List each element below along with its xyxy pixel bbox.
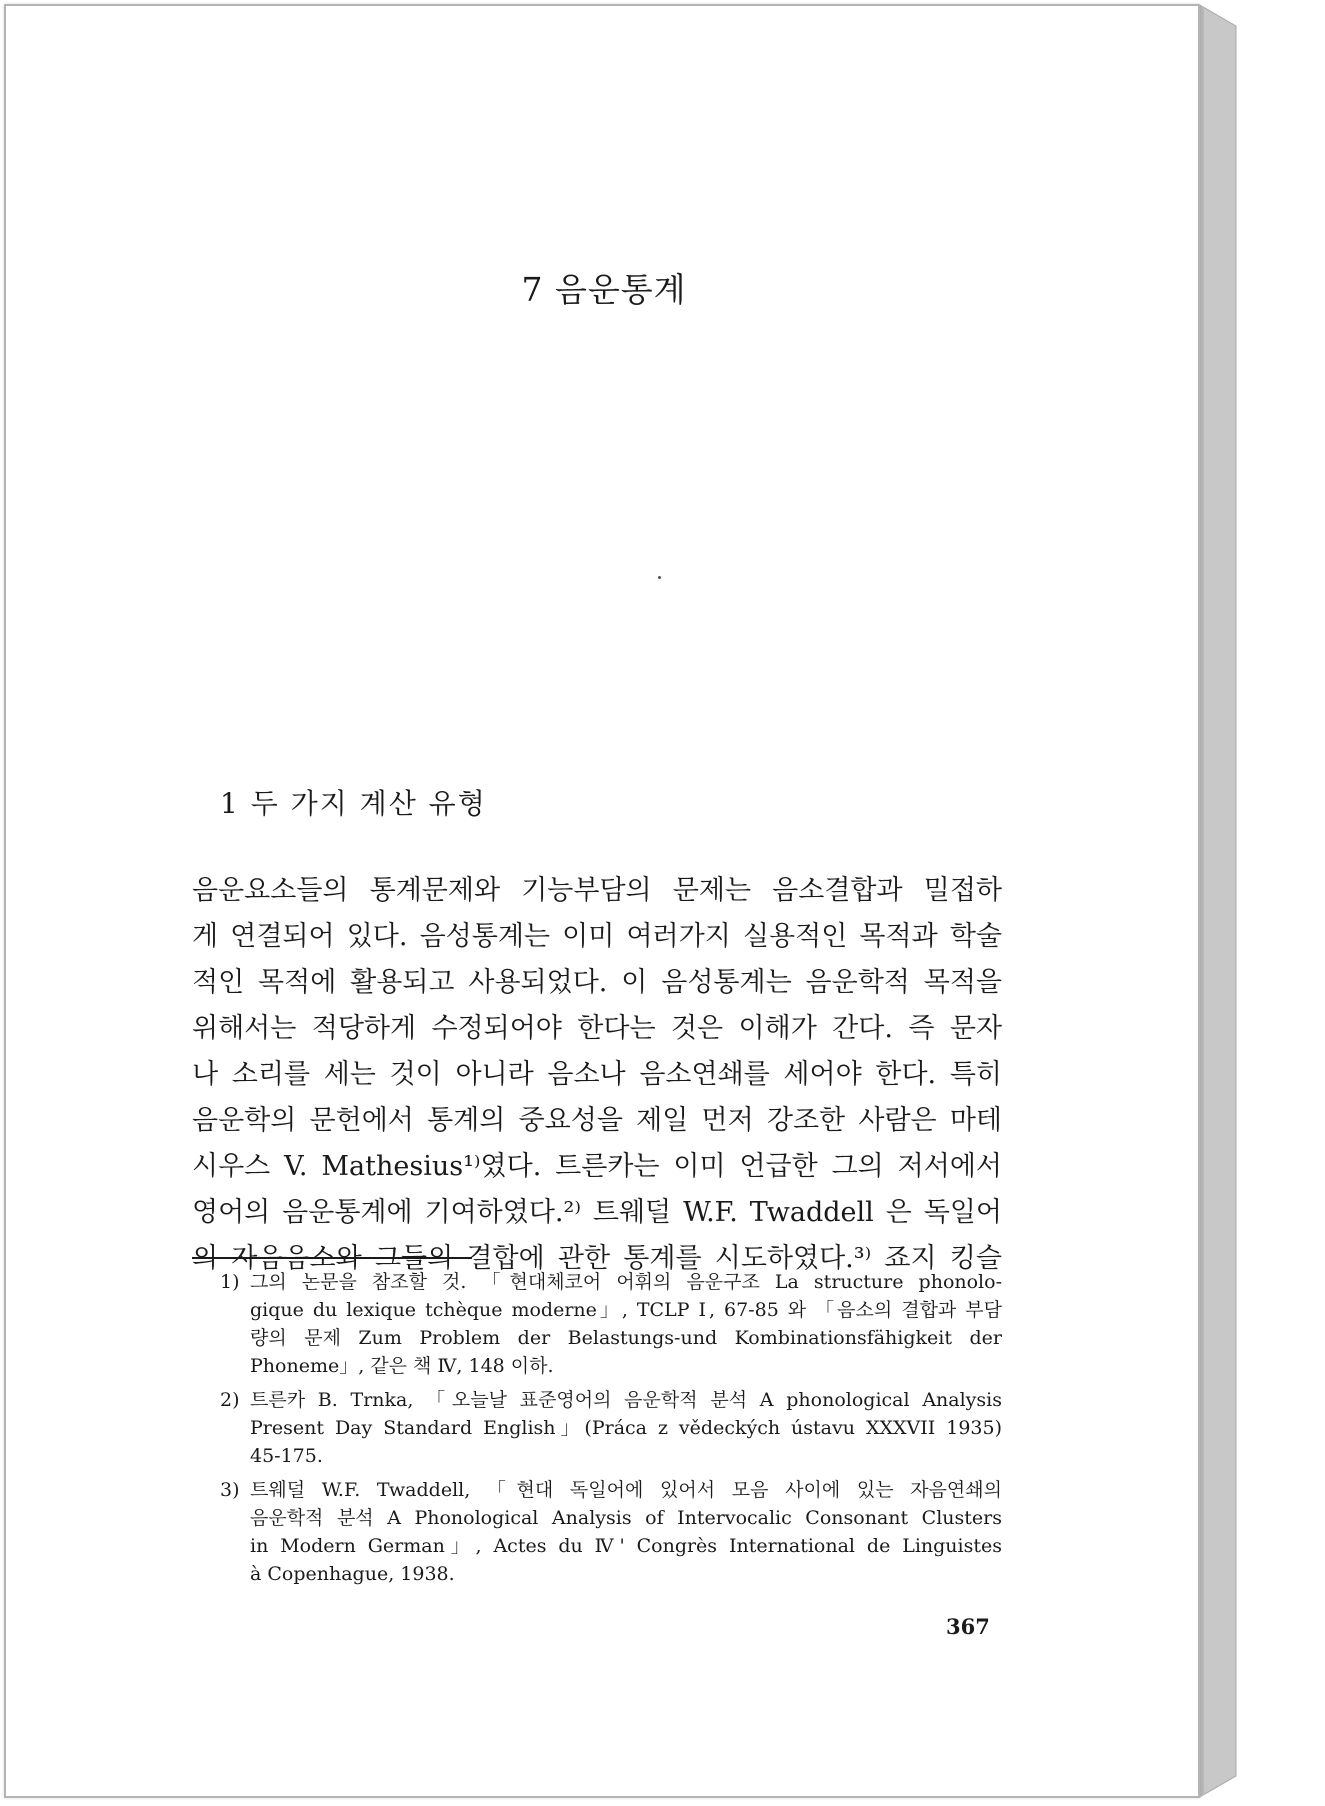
footnote-line: 트른카 B. Trnka, 「오늘날 표준영어의 음운학적 분석 A phonological Analysis: [250, 1389, 1002, 1411]
footnote-line: Phoneme」, 같은 책 Ⅳ, 148 이하.: [250, 1355, 554, 1377]
footnote-line: 트웨덜 W.F. Twaddell, 「현대 독일어에 있어서 모음 사이에 있는 자음연쇄의: [250, 1479, 1002, 1501]
body-paragraph: [192, 868, 1002, 1282]
page-number: 367: [946, 1614, 990, 1639]
footnote-line: 음운학적 분석 A Phonological Analysis of Intervocalic Consonant Clusters: [250, 1507, 1002, 1529]
footnote-number: 2): [220, 1389, 240, 1411]
scan-speck: [658, 576, 661, 579]
body-line: 시우스 V. Mathesius¹⁾였다. 트른카는 이미 언급한 그의 저서에서: [192, 1151, 1002, 1182]
footnotes: [192, 1268, 1002, 1594]
footnote-2: [192, 1386, 1002, 1470]
document-page: [4, 4, 1200, 1798]
footnote-number: 3): [220, 1479, 240, 1501]
section-heading: 1 두 가지 계산 유형: [220, 787, 487, 820]
body-line: 영어의 음운통계에 기여하였다.²⁾ 트웨덜 W.F. Twaddell 은 독일어: [192, 1197, 1002, 1228]
body-line: 게 연결되어 있다. 음성통계는 이미 여러가지 실용적인 목적과 학술: [192, 921, 1002, 952]
body-line: 적인 목적에 활용되고 사용되었다. 이 음성통계는 음운학적 목적을: [192, 967, 1002, 998]
footnote-line: 45-175.: [250, 1445, 323, 1467]
footnote-number: 1): [220, 1271, 240, 1293]
footnote-3: [192, 1476, 1002, 1588]
body-line: 음운학의 문헌에서 통계의 중요성을 제일 먼저 강조한 사람은 마테: [192, 1105, 1002, 1136]
footnote-line: 량의 문제 Zum Problem der Belastungs-und Kombinationsfähigkeit der: [250, 1327, 1002, 1349]
footnote-line: 그의 논문을 참조할 것. 「현대체코어 어휘의 음운구조 La structure phonolo-: [250, 1271, 1002, 1293]
footnote-1: [192, 1268, 1002, 1380]
footnote-line: à Copenhague, 1938.: [250, 1563, 455, 1585]
body-line: 음운요소들의 통계문제와 기능부담의 문제는 음소결합과 밀접하: [192, 875, 1002, 906]
body-line: 의 자음음소와 그들의 결합에 관한 통계를 시도하였다.³⁾ 죠지 킹슬: [192, 1243, 1002, 1274]
footnote-line: in Modern German」, Actes du Ⅳ' Congrès International de Linguistes: [250, 1535, 1002, 1557]
body-line: 위해서는 적당하게 수정되어야 한다는 것은 이해가 간다. 즉 문자: [192, 1013, 1002, 1044]
footnote-line: Present Day Standard English」(Práca z vědeckých ústavu XXXVII 1935): [250, 1417, 1002, 1439]
chapter-title: 7 음운통계: [521, 270, 687, 309]
footnote-rule: [192, 1257, 472, 1259]
body-line: 나 소리를 세는 것이 아니라 음소나 음소연쇄를 세어야 한다. 특히: [192, 1059, 1002, 1090]
footnote-line: gique du lexique tchèque moderne」, TCLP Ⅰ, 67-85 와 「음소의 결합과 부담: [250, 1299, 1002, 1321]
page-edge: [1198, 4, 1244, 1798]
